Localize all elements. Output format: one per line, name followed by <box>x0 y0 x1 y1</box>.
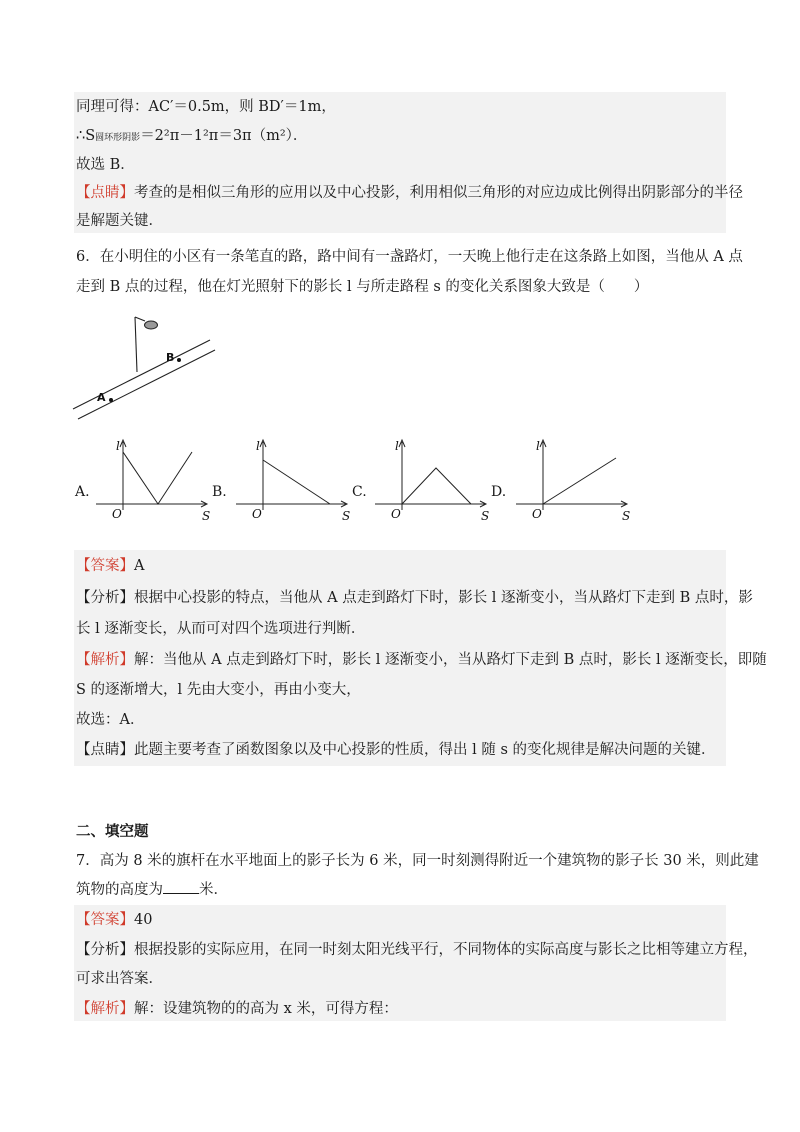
street-lamp-figure <box>70 312 220 417</box>
prev-note-line-1 <box>76 183 743 203</box>
option-c-graph <box>373 438 493 522</box>
option-a-y-label: l <box>116 439 120 453</box>
q7-analysis-text-1: 根据投影的实际应用，在同一时刻太阳光线平行，不同物体的实际高度与影长之比相等建立方程， <box>134 942 758 958</box>
section-heading: 二、填空题 <box>76 824 149 840</box>
option-d-origin: O <box>532 507 542 521</box>
option-d-graph <box>514 438 634 522</box>
prev-line-2-a: ∴S <box>76 128 96 144</box>
q7-analysis-tag: 【分析】 <box>76 942 134 958</box>
q7-answer-tag: 【答案】 <box>76 912 134 928</box>
q7-stem-text-b: 米． <box>199 882 228 898</box>
option-a-x-label: S <box>202 509 211 523</box>
option-c-x-label: S <box>481 509 490 523</box>
option-b-graph <box>234 438 354 522</box>
prev-line-2 <box>76 126 307 148</box>
figure-label-a: A <box>97 391 106 404</box>
q6-solution-text-1: 解：当他从 A 点走到路灯下时，影长 l 逐渐变小，当从路灯下走到 B 点时，影长 l 逐渐变长，即随 <box>134 652 767 668</box>
prev-line-2-sub: 圆环形阴影 <box>95 133 141 143</box>
prev-note-tag: 【点睛】 <box>76 185 134 201</box>
q7-solution-line-1 <box>76 999 398 1019</box>
q7-answer-value: 40 <box>134 912 153 928</box>
option-a-graph <box>94 438 214 522</box>
option-a-origin: O <box>112 507 122 521</box>
option-d-y-label: l <box>536 439 540 453</box>
q7-solution-text-1: 解：设建筑物的的高为 x 米，可得方程： <box>134 1001 398 1017</box>
option-c-letter: C. <box>352 484 367 500</box>
option-c-origin: O <box>391 507 401 521</box>
q6-stem-line-1: 6．在小明住的小区有一条笔直的路，路中间有一盏路灯，一天晚上他行走在这条路上如图，当他从 A 点 <box>76 249 743 265</box>
q7-stem-text-a: 筑物的高度为 <box>76 882 163 898</box>
q7-analysis-line-1 <box>76 940 758 960</box>
option-b-y-label: l <box>256 439 260 453</box>
q6-answer-line <box>76 556 144 576</box>
option-b-letter: B. <box>212 484 227 500</box>
option-a-letter: A. <box>75 484 90 500</box>
q7-answer-blank <box>163 879 199 894</box>
q6-note-text: 此题主要考查了函数图象以及中心投影的性质，得出 l 随 s 的变化规律是解决问题的关键． <box>134 742 716 758</box>
prev-line-3: 故选 B． <box>76 157 135 173</box>
prev-note-line-2: 是解题关键． <box>76 213 163 229</box>
prev-note-shade-2 <box>74 207 726 233</box>
q6-analysis-line-1 <box>76 588 753 608</box>
q7-solution-tag: 【解析】 <box>76 1001 134 1017</box>
q6-answer-value: A <box>134 558 145 574</box>
figure-label-b: B <box>166 351 175 364</box>
q6-analysis-tag: 【分析】 <box>76 590 134 606</box>
q6-solution-tag: 【解析】 <box>76 652 134 668</box>
option-c-y-label: l <box>395 439 399 453</box>
q7-stem-line-1: 7．高为 8 米的旗杆在水平地面上的影子长为 6 米，同一时刻测得附近一个建筑物的影子长 30 米，则此建 <box>76 853 759 869</box>
option-d-letter: D. <box>491 484 507 500</box>
q6-stem-line-2: 走到 B 点的过程，他在灯光照射下的影长 l 与所走路程 s 的变化关系图象大致是（ ） <box>76 279 649 295</box>
q6-solution-line-3: 故选：A． <box>76 712 145 728</box>
q6-solution-line-1 <box>76 650 767 670</box>
q6-note-line <box>76 740 716 760</box>
prev-line-2-b: ＝2²π－1²π＝3π（m²）． <box>140 128 308 144</box>
prev-note-text-1: 考查的是相似三角形的应用以及中心投影，利用相似三角形的对应边成比例得出阴影部分的半径 <box>134 185 743 201</box>
q7-stem-line-2 <box>76 879 228 900</box>
q7-answer-line <box>76 910 152 930</box>
q6-analysis-line-2: 长 l 逐渐变长，从而可对四个选项进行判断． <box>76 621 366 637</box>
q6-analysis-text-1: 根据中心投影的特点，当他从 A 点走到路灯下时，影长 l 逐渐变小，当从路灯下走到 B 点时，影 <box>134 590 753 606</box>
q6-solution-line-2: S 的逐渐增大，l 先由大变小，再由小变大， <box>76 682 361 698</box>
option-d-x-label: S <box>622 509 631 523</box>
q6-note-tag: 【点睛】 <box>76 742 134 758</box>
prev-line-1: 同理可得：AC′＝0.5m，则 BD′＝1m， <box>76 99 336 115</box>
option-b-origin: O <box>252 507 262 521</box>
q6-answer-tag: 【答案】 <box>76 558 134 574</box>
q7-analysis-line-2: 可求出答案． <box>76 971 163 987</box>
option-b-x-label: S <box>342 509 351 523</box>
